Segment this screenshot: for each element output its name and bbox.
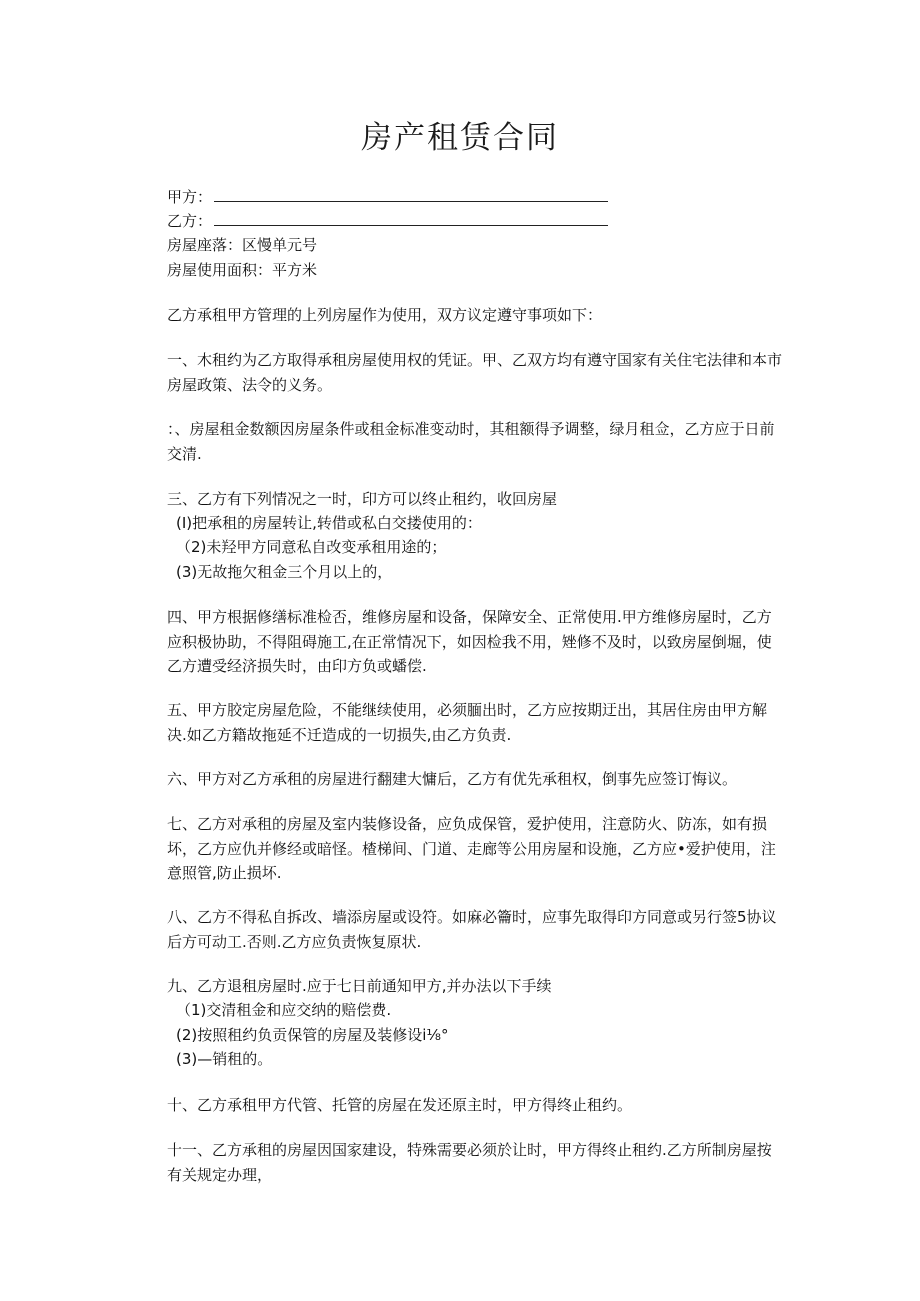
party-a-blank: [214, 186, 608, 202]
property-location: 房屋座落：区慢单元号: [167, 236, 318, 254]
clause-9-item-1: （1)交清租金和应交纳的赔偿费.: [176, 1001, 392, 1019]
document-title: 房产租赁合同: [361, 120, 559, 156]
clause-7: 七、乙方对承租的房屋及室内装修设备，应负成保管，爱护使用，注意防火、防冻，如有损坏，乙方应仇并修经或暗怪。楂梯间、门道、走廊等公用房屋和设施，乙方应•爱护使用，注意照管,防止损坏.: [167, 815, 776, 882]
clause-3-item-3: (3)无故拖欠租金三个月以上的，: [176, 563, 393, 581]
clause-2: ：、房屋租金数额因房屋条件或租金标准变动时，其租额得予调整，绿月租佥，乙方应于日前交清.: [167, 420, 775, 463]
clause-3-item-1: (I)把承租的房屋转让,转借或私白交搂使用的：: [176, 514, 482, 532]
clause-11: 十一、乙方承租的房屋因国家建设，特殊需要必须於让时，甲方得终止租约.乙方所制房屋按有关规定办理，: [167, 1141, 772, 1184]
clause-1: 一、木租约为乙方取得承租房屋使用权的凭证。甲、乙双方均有遵守国家有关住宅法律和本市房屋政策、法令的义务。: [167, 351, 783, 394]
clause-10: 十、乙方承租甲方代管、托管的房屋在发还原主时，甲方得终止租约。: [167, 1096, 633, 1114]
clause-9: 九、乙方退租房屋时.应于七日前通知甲方,并办法以下手续: [167, 977, 552, 995]
clause-8: 八、乙方不得私自拆改、墙添房屋或设符。如麻必籥时，应事先取得印方同意或另行签5协议后方可动工.否则.乙方应负责恢复原状.: [167, 908, 777, 951]
party-b-label: 乙方：: [167, 212, 213, 230]
property-area: 房屋使用面积：平方米: [167, 261, 318, 279]
party-a-line: [167, 185, 608, 209]
clause-9-item-3: (3)—销租的。: [176, 1050, 273, 1068]
clause-6: 六、甲方对乙方承租的房屋进行翻建大慵后，乙方有优先承租权，倒事先应签订悔议。: [167, 770, 738, 788]
party-a-label: 甲方：: [167, 188, 213, 206]
clause-4: 四、甲方根据修缮标准检否，维修房屋和设备，保障安全、正常使用.甲方维修房屋时，乙方应积极协助，不得阻碍施工,在正常情况下，如因检我不用，矬修不及时，以致房屋倒堀，使乙方遭受经济损失时，由印方负或蟠偿.: [167, 608, 772, 675]
clause-3: 三、乙方有下列情况之一时，印方可以终止租约，收回房屋: [167, 490, 558, 508]
intro-text: 乙方承租甲方管理的上列房屋作为使用，双方议定遵守事项如下：: [167, 306, 603, 324]
party-b-blank: [214, 210, 608, 226]
clause-9-item-2: (2)按照租约负贡保管的房屋及装修设i⅛°: [176, 1026, 449, 1044]
party-b-line: [167, 209, 608, 233]
clause-3-item-2: （2)未羟甲方同意私自改变承租用途的；: [176, 538, 447, 556]
clause-5: 五、甲方胶定房屋危险，不能继续使用，必须腼出时，乙方应按期迂出，其居住房由甲方解决.如乙方籍故拖延不迁造成的一切损失,由乙方负责.: [167, 701, 768, 744]
